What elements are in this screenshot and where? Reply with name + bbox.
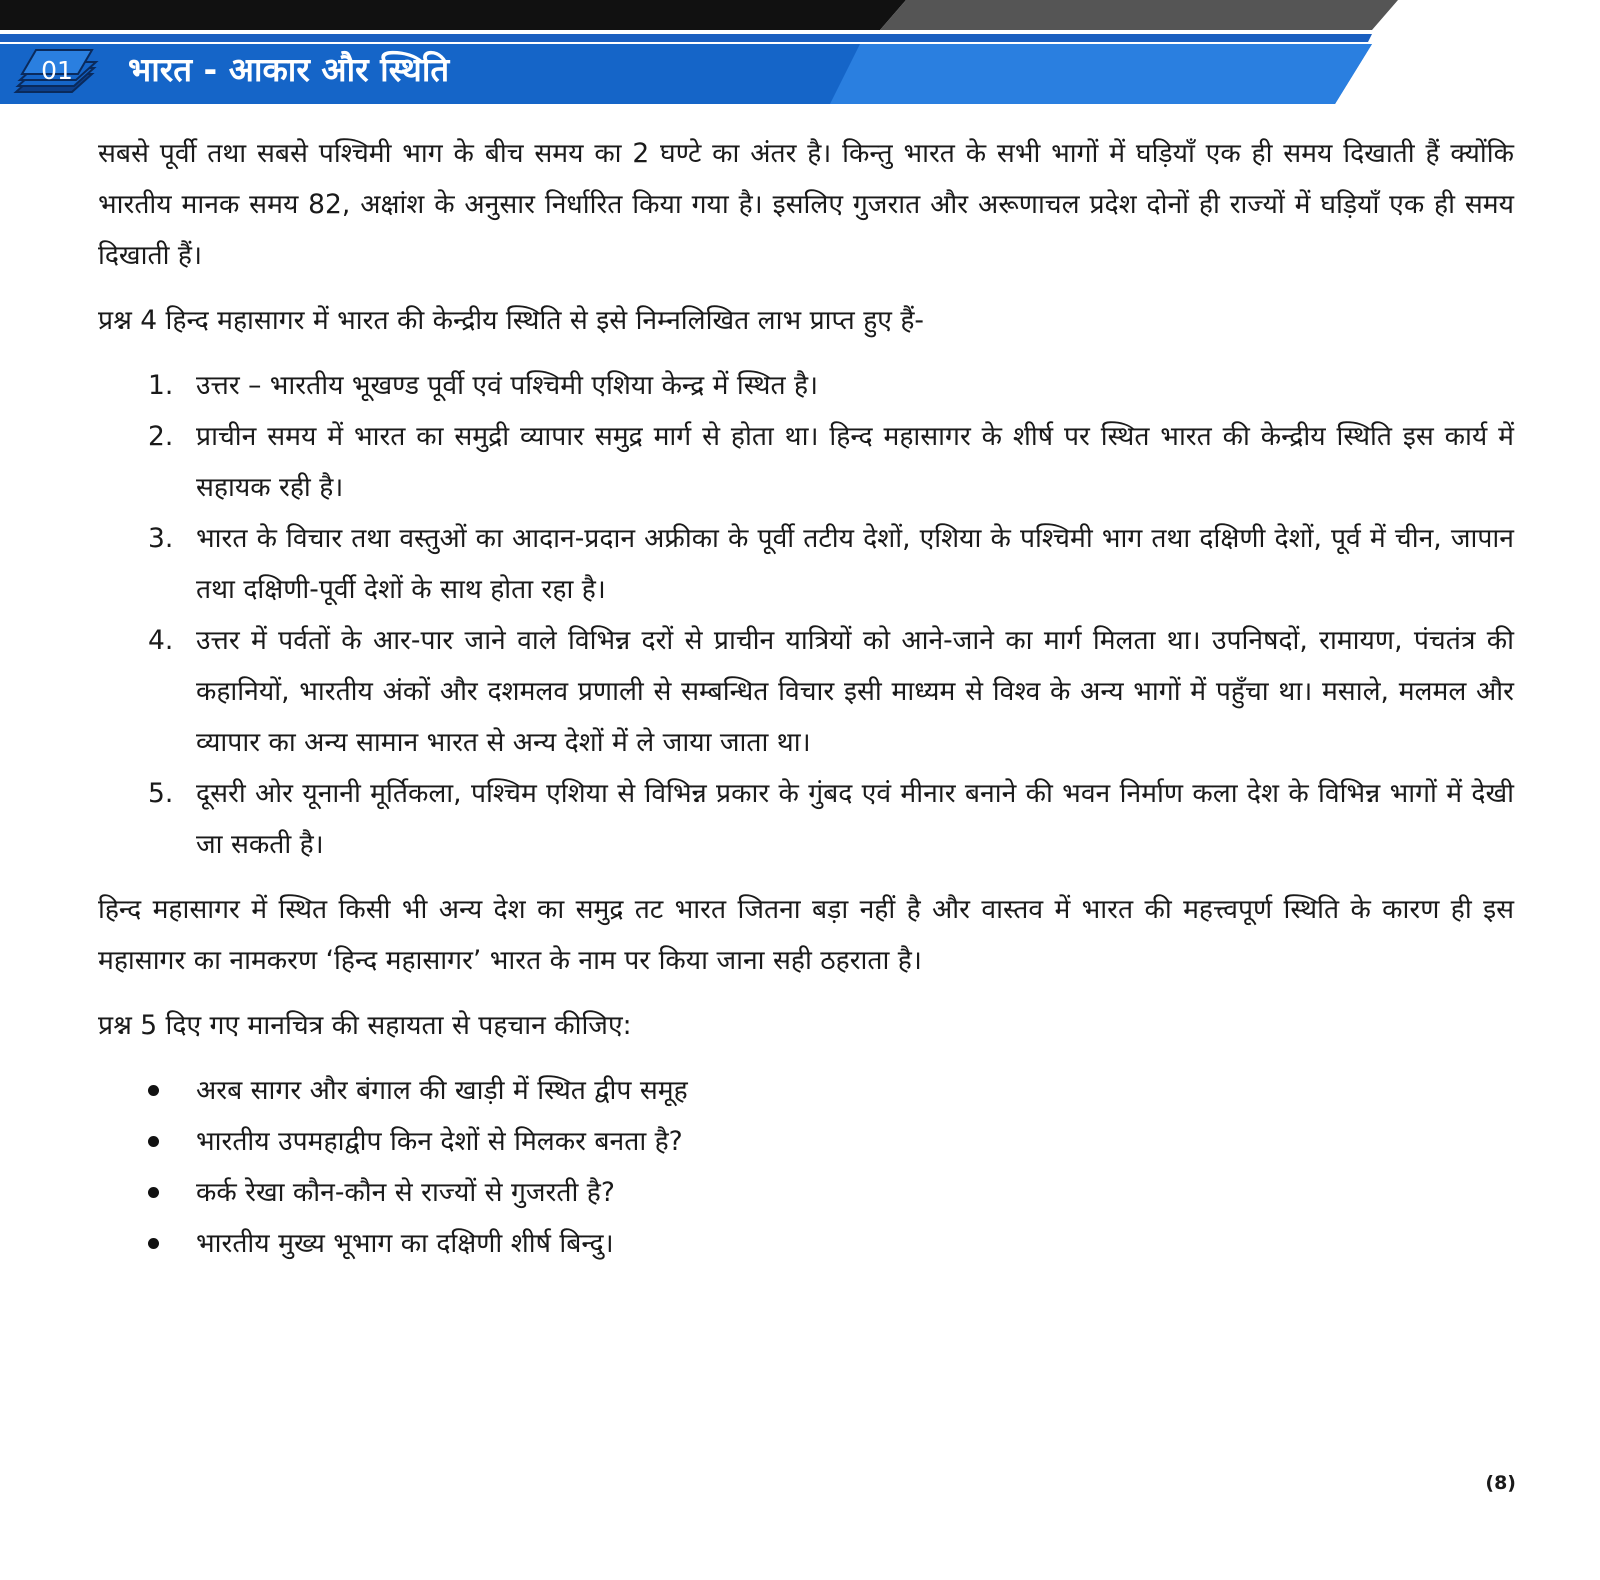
list-text: उत्तर में पर्वतों के आर-पार जाने वाले विभिन्न दरों से प्राचीन यात्रियों को आने-जाने का मार्ग मिलता था। उपनिषदों, रामायण, पंचतंत्र की कहानियों, भारतीय अंकों और दशमलव प्रणाली से सम्बन्धित विचार इसी माध्यम से विश्व के अन्य भागों में पहुँचा था। मसाले, मलमल और व्यापार का अन्य सामान भारत से अन्य देशों में ले जाया जाता था।: [196, 625, 1514, 758]
bullet-item: [98, 1218, 1514, 1269]
list-number: 3.: [148, 523, 174, 554]
bullet-text: भारतीय मुख्य भूभाग का दक्षिणी शीर्ष बिन्दु।: [196, 1228, 614, 1259]
bullet-item: [98, 1065, 1514, 1116]
chapter-title: भारत - आकार और स्थिति: [128, 50, 450, 89]
numbered-list: [98, 360, 1514, 870]
question-4: प्रश्न 4 हिन्द महासागर में भारत की केन्द्रीय स्थिति से इसे निम्नलिखित लाभ प्राप्त हुए हैं-: [98, 305, 924, 336]
intro-paragraph: सबसे पूर्वी तथा सबसे पश्चिमी भाग के बीच समय का 2 घण्टे का अंतर है। किन्तु भारत के सभी भागों में घड़ियाँ एक ही समय दिखाती हैं क्योंकि भारतीय मानक समय 82, अक्षांश के अनुसार निर्धारित किया गया है। इसलिए गुजरात और अरूणाचल प्रदेश दोनों ही राज्यों में घड़ियाँ एक ही समय दिखाती हैं।: [98, 138, 1514, 271]
page-number: (8): [1485, 1472, 1516, 1494]
bullet-icon: [148, 1085, 159, 1096]
list-number: 2.: [148, 421, 174, 452]
chapter-header: [0, 0, 1600, 110]
list-item: [98, 513, 1514, 615]
bullet-icon: [148, 1136, 159, 1147]
list-number: 4.: [148, 625, 174, 656]
question-5: प्रश्न 5 दिए गए मानचित्र की सहायता से पहचान कीजिए:: [98, 1010, 632, 1041]
chapter-number: 01: [41, 56, 73, 85]
bullet-text: अरब सागर और बंगाल की खाड़ी में स्थित द्वीप समूह: [196, 1075, 688, 1106]
bullet-list: [98, 1065, 1514, 1269]
bullet-text: कर्क रेखा कौन-कौन से राज्यों से गुजरती है?: [196, 1177, 615, 1208]
bullet-icon: [148, 1187, 159, 1198]
list-item: [98, 615, 1514, 768]
bullet-text: भारतीय उपमहाद्वीप किन देशों से मिलकर बनता है?: [196, 1126, 683, 1157]
bullet-item: [98, 1167, 1514, 1218]
list-number: 5.: [148, 778, 174, 809]
bullet-icon: [148, 1238, 159, 1249]
list-text: भारत के विचार तथा वस्तुओं का आदान-प्रदान अफ्रीका के पूर्वी तटीय देशों, एशिया के पश्चिमी भाग तथा दक्षिणी देशों, पूर्व में चीन, जापान तथा दक्षिणी-पूर्वी देशों के साथ होता रहा है।: [196, 523, 1514, 605]
page-body: [98, 128, 1514, 1269]
list-text: उत्तर – भारतीय भूखण्ड पूर्वी एवं पश्चिमी एशिया केन्द्र में स्थित है।: [196, 370, 819, 401]
closing-paragraph: हिन्द महासागर में स्थित किसी भी अन्य देश का समुद्र तट भारत जितना बड़ा नहीं है और वास्तव में भारत की महत्त्वपूर्ण स्थिति के कारण ही इस महासागर का नामकरण ‘हिन्द महासागर’ भारत के नाम पर किया जाना सही ठहराता है।: [98, 894, 1514, 976]
list-number: 1.: [148, 370, 174, 401]
bullet-item: [98, 1116, 1514, 1167]
list-text: दूसरी ओर यूनानी मूर्तिकला, पश्चिम एशिया से विभिन्न प्रकार के गुंबद एवं मीनार बनाने की भवन निर्माण कला देश के विभिन्न भागों में देखी जा सकती है।: [196, 778, 1514, 860]
list-item: [98, 360, 1514, 411]
list-text: प्राचीन समय में भारत का समुद्री व्यापार समुद्र मार्ग से होता था। हिन्द महासागर के शीर्ष पर स्थित भारत की केन्द्रीय स्थिति इस कार्य में सहायक रही है।: [196, 421, 1514, 503]
list-item: [98, 768, 1514, 870]
list-item: [98, 411, 1514, 513]
